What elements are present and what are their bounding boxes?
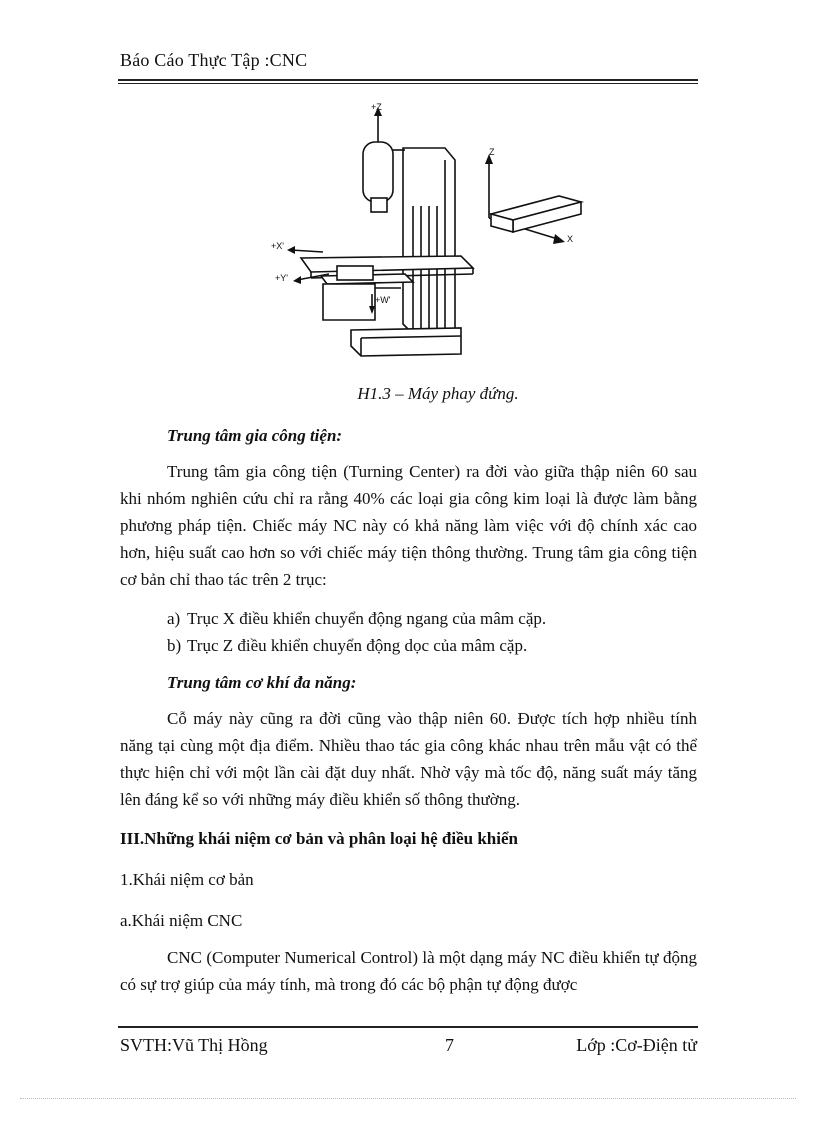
header-rule xyxy=(118,79,698,81)
paragraph-turning-center: Trung tâm gia công tiện (Turning Center) ra đời vào giữa thập niên 60 sau khi nhóm nghiên cứu chỉ ra rằng 40% các loại gia công kim loại là được làm bằng phương pháp tiện. Chiếc máy NC này có khả năng làm việc với độ chính xác cao hơn, hiệu suất cao hơn so với chiếc máy tiện thông thường. Trung tâm gia công tiện cơ bản chỉ thao tác trên 2 trục: xyxy=(120,462,697,589)
subheading-basic-concepts: 1.Khái niệm cơ bản xyxy=(120,870,254,889)
page-bottom-dotted-line xyxy=(20,1098,796,1099)
header-rule-thin xyxy=(118,83,698,84)
chapter-heading: III.Những khái niệm cơ bản và phân loại hệ điều khiển xyxy=(120,829,518,848)
subheading-cnc-concept: a.Khái niệm CNC xyxy=(120,911,243,930)
milling-machine-figure xyxy=(265,98,585,370)
label-plus-z: +Z xyxy=(371,102,382,112)
section-heading-turning-center: Trung tâm gia công tiện: xyxy=(167,426,343,445)
body-content xyxy=(120,422,697,998)
list-item xyxy=(120,605,697,632)
footer-rule xyxy=(118,1026,698,1028)
footer-student: SVTH:Vũ Thị Hồng xyxy=(120,1035,268,1055)
label-plus-y: +Y' xyxy=(275,273,288,283)
list-marker: a) xyxy=(167,609,181,628)
label-z: Z xyxy=(489,147,495,157)
label-x: X xyxy=(567,234,574,244)
page-header-title: Báo Cáo Thực Tập :CNC xyxy=(120,50,308,70)
list-item xyxy=(120,632,697,659)
label-plus-w: +W' xyxy=(375,295,391,305)
footer-page-number: 7 xyxy=(445,1035,454,1055)
footer-class: Lớp :Cơ-Điện tử xyxy=(576,1035,697,1055)
figure-caption: H1.3 – Máy phay đứng. xyxy=(357,384,519,403)
list-item-text: Trục X điều khiển chuyển động ngang của mâm cặp. xyxy=(187,609,547,628)
label-plus-x: +X' xyxy=(271,241,284,251)
paragraph-machining-center: Cỗ máy này cũng ra đời cũng vào thập niên 60. Được tích hợp nhiều tính năng tại cùng một địa điểm. Nhiều thao tác gia công khác nhau trên mẫu vật có thể thực hiện chỉ với một lần cài đặt duy nhất. Nhờ vậy mà tốc độ, năng suất máy tăng lên đáng kể so với những máy điều khiển số thông thường. xyxy=(120,709,697,809)
list-item-text: Trục Z điều khiển chuyển động dọc của mâm cặp. xyxy=(187,636,528,655)
section-heading-machining-center: Trung tâm cơ khí đa năng: xyxy=(167,673,357,692)
paragraph-cnc: CNC (Computer Numerical Control) là một dạng máy NC điều khiển tự động có sự trợ giúp của máy tính, mà trong đó các bộ phận tự động được xyxy=(120,948,697,994)
list-marker: b) xyxy=(167,636,182,655)
